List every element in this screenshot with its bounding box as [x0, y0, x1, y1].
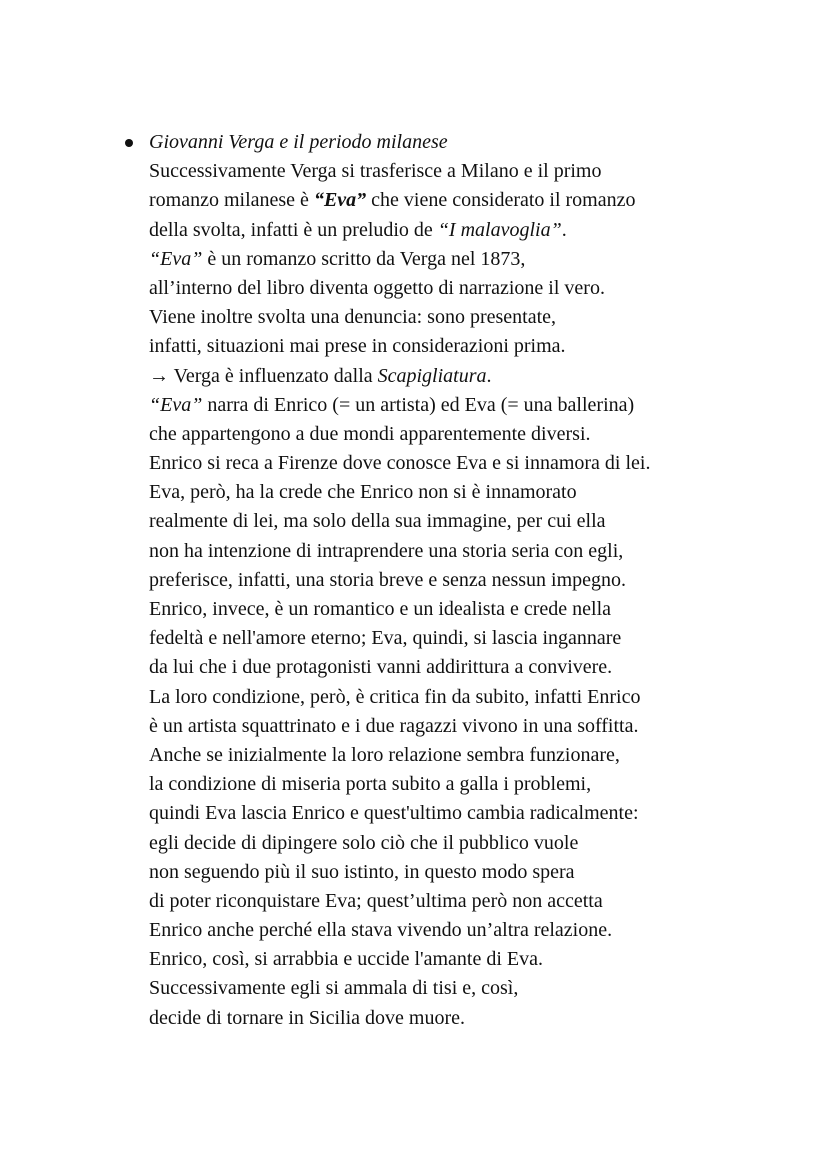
text-line [149, 712, 729, 741]
emphasized-text: “Eva” [149, 247, 203, 270]
text-run: La loro condizione, però, è critica fin da subito, infatti Enrico [149, 685, 641, 708]
text-line [149, 303, 729, 332]
text-run: . [486, 364, 492, 387]
text-line [149, 916, 729, 945]
paragraph [149, 128, 729, 1033]
text-run: all’interno del libro diventa oggetto di narrazione il vero. [149, 276, 605, 299]
text-run: Successivamente egli si ammala di tisi e, così, [149, 977, 519, 1000]
text-line [149, 566, 729, 595]
text-line [149, 624, 729, 653]
text-line [149, 1004, 729, 1033]
text-line [149, 420, 729, 449]
text-run: di poter riconquistare Eva; quest’ultima però non accetta [149, 889, 603, 912]
text-line [149, 595, 729, 624]
text-run: Enrico anche perché ella stava vivendo un’altra relazione. [149, 919, 613, 942]
text-line [149, 974, 729, 1003]
text-line [149, 653, 729, 682]
text-line [149, 799, 729, 828]
emphasized-text: “Eva” [313, 189, 367, 212]
text-run: fedeltà e nell'amore eterno; Eva, quindi, si lascia ingannare [149, 627, 622, 650]
emphasized-text: Scapigliatura [377, 364, 487, 387]
text-line [149, 157, 729, 186]
text-run: quindi Eva lascia Enrico e quest'ultimo cambia radicalmente: [149, 802, 639, 825]
text-line [149, 741, 729, 770]
text-run: Enrico si reca a Firenze dove conosce Eva e si innamora di lei. [149, 452, 651, 475]
text-run: Anche se inizialmente la loro relazione sembra funzionare, [149, 743, 620, 766]
text-run: da lui che i due protagonisti vanni addirittura a convivere. [149, 656, 613, 679]
text-line [149, 683, 729, 712]
text-run: egli decide di dipingere solo ciò che il pubblico vuole [149, 831, 579, 854]
text-run: narra di Enrico (= un artista) ed Eva (= una ballerina) [202, 393, 635, 416]
text-line [149, 945, 729, 974]
text-run: è un artista squattrinato e i due ragazzi vivono in una soffitta. [149, 714, 639, 737]
text-run: infatti, situazioni mai prese in considerazioni prima. [149, 335, 566, 358]
text-line [149, 186, 729, 215]
text-line [149, 829, 729, 858]
text-run: preferisce, infatti, una storia breve e senza nessun impegno. [149, 568, 627, 591]
text-run: non ha intenzione di intraprendere una storia seria con egli, [149, 539, 624, 562]
text-run: della svolta, infatti è un preludio de [149, 218, 438, 241]
text-run: Viene inoltre svolta una denuncia: sono presentate, [149, 306, 557, 329]
text-run: decide di tornare in Sicilia dove muore. [149, 1006, 466, 1029]
text-run: . [561, 218, 567, 241]
text-run: romanzo milanese è [149, 189, 314, 212]
text-run: Successivamente Verga si trasferisce a Milano e il primo [149, 160, 602, 183]
text-line [149, 245, 729, 274]
text-line [149, 507, 729, 536]
text-run: Enrico, invece, è un romantico e un idealista e crede nella [149, 598, 612, 620]
text-run: Eva, però, ha la crede che Enrico non si è innamorato [149, 481, 577, 504]
text-line [149, 449, 729, 478]
text-line [149, 537, 729, 566]
text-run: Enrico, così, si arrabbia e uccide l'amante di Eva. [149, 948, 543, 971]
text-line [149, 770, 729, 799]
text-line [149, 362, 729, 391]
text-line [149, 478, 729, 507]
text-run: realmente di lei, ma solo della sua immagine, per cui ella [149, 510, 606, 533]
text-line [149, 391, 729, 420]
bullet-dot-icon [125, 139, 133, 147]
text-line [149, 274, 729, 303]
emphasized-text: “Eva” [149, 393, 203, 416]
text-run: → Verga è influenzato dalla [149, 364, 378, 387]
text-run: che appartengono a due mondi apparentemente diversi. [149, 422, 591, 445]
emphasized-text: “I malavoglia” [437, 218, 562, 241]
text-run: la condizione di miseria porta subito a galla i problemi, [149, 773, 592, 796]
text-line [149, 216, 729, 245]
text-line [149, 332, 729, 361]
text-line [149, 887, 729, 916]
text-run: che viene considerato il romanzo [366, 189, 636, 212]
text-run: è un romanzo scritto da Verga nel 1873, [202, 247, 526, 270]
text-run: non seguendo più il suo istinto, in questo modo spera [149, 860, 575, 883]
section-heading: Giovanni Verga e il periodo milanese [149, 131, 448, 153]
text-line [149, 858, 729, 887]
